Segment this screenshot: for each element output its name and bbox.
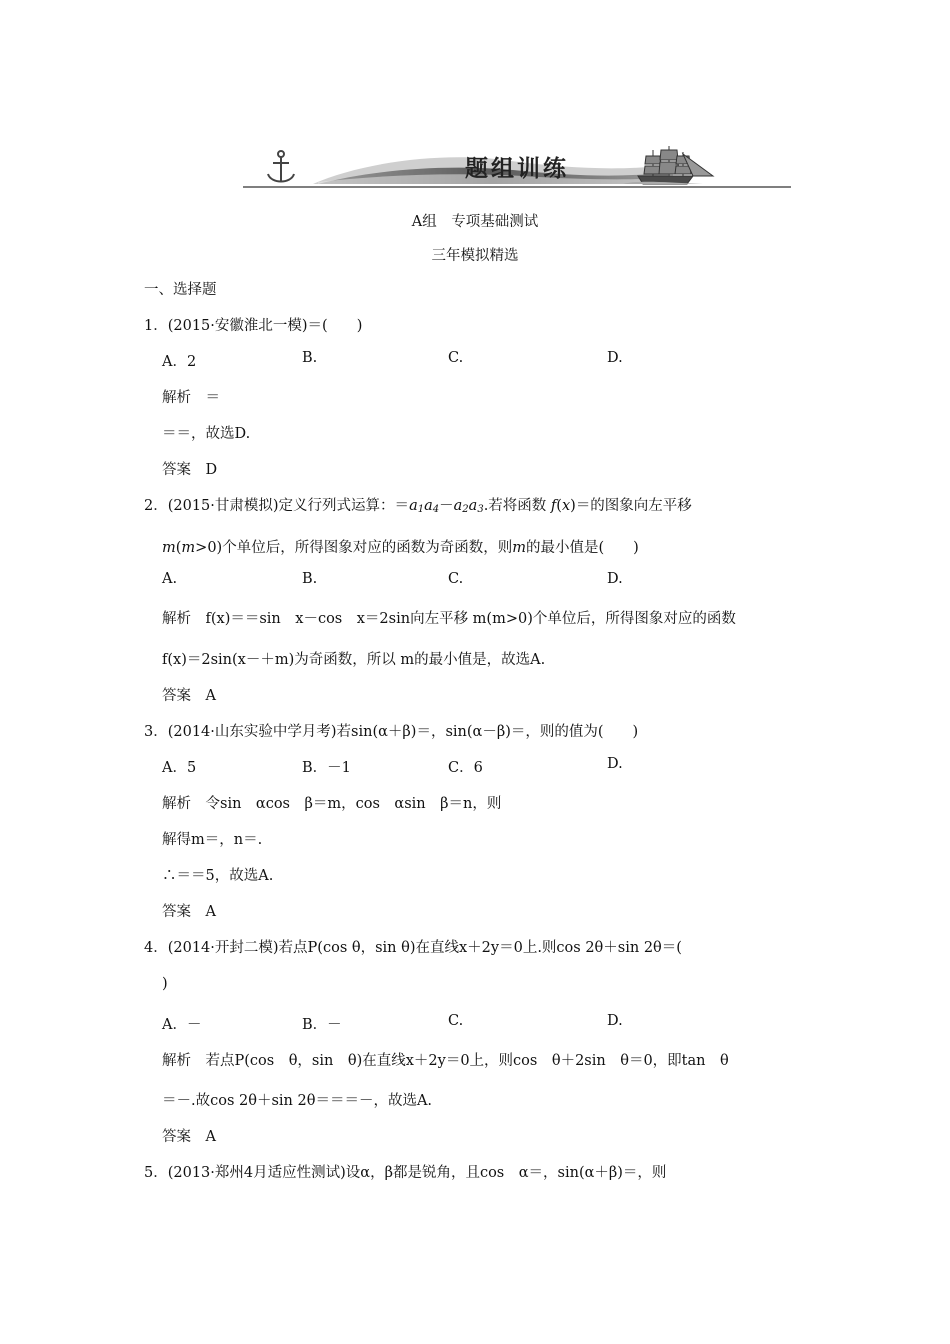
- q4-solution-1: 解析 若点P(cos θ，sin θ)在直线x＋2y＝0上，则cos θ＋2sin θ＝0，即tan θ: [162, 1053, 729, 1069]
- q2-solution-1: 解析 f(x)＝＝sin x－cos x＝2sin向左平移 m(m>0)个单位后，所得图象对应的函数: [162, 611, 736, 627]
- q2-option-b: B.: [302, 571, 318, 587]
- q4-solution-2: ＝－.故cos 2θ＋sin 2θ＝＝＝－，故选A.: [162, 1093, 433, 1109]
- q4-option-c: C.: [448, 1013, 464, 1029]
- group-heading: A组 专项基础测试: [411, 214, 539, 230]
- q3-option-a: A．5: [162, 760, 197, 776]
- q4-stem-2: ): [162, 976, 168, 992]
- q1-option-a: A．2: [162, 354, 197, 370]
- q1-stem: 1．(2015·安徽淮北一模)＝( ): [144, 318, 363, 334]
- q1-option-b: B.: [302, 350, 318, 366]
- q1-answer: 答案 D: [162, 462, 218, 478]
- q4-option-a: A．－: [162, 1017, 202, 1033]
- q3-stem: 3．(2014·山东实验中学月考)若sin(α＋β)＝，sin(α－β)＝，则的值为( ): [144, 724, 639, 740]
- q4-option-d: D.: [607, 1013, 623, 1029]
- q3-answer: 答案 A: [162, 904, 216, 920]
- q3-option-b: B．－1: [302, 760, 351, 776]
- q2-stem-a: 2．(2015·甘肃模拟)定义行列式运算：＝: [144, 498, 410, 514]
- q3-solution-2: 解得m＝，n＝.: [162, 832, 263, 848]
- q2-line2-f: 的最小值是( ): [525, 540, 639, 556]
- q4-stem: 4．(2014·开封二模)若点P(cos θ，sin θ)在直线x＋2y＝0上.则cos 2θ＋sin 2θ＝(: [144, 940, 682, 956]
- q2-solution-2: f(x)＝2sin(x－＋m)为奇函数，所以 m的最小值是，故选A.: [162, 652, 546, 668]
- q2-answer: 答案 A: [162, 688, 216, 704]
- banner-title: 题组训练: [465, 156, 569, 182]
- q2-line2-a: m: [162, 540, 176, 556]
- q2-stem: 2．(2015·甘肃模拟)定义行列式运算：$=a_1a_4-a_2a_3$.若将函数 f(x)＝的图象向左平移: [144, 498, 692, 515]
- q2-stem-c: .若将函数: [483, 498, 547, 514]
- q3-option-c: C．6: [448, 760, 483, 776]
- sub-heading: 三年模拟精选: [431, 248, 519, 264]
- q2-line2-b: (: [175, 540, 182, 556]
- q4-option-b: B．－: [302, 1017, 342, 1033]
- q2-line2-e: m: [512, 540, 526, 556]
- q2-option-c: C.: [448, 571, 464, 587]
- q3-solution-1: 解析 令sin αcos β＝m，cos αsin β＝n，则: [162, 796, 502, 812]
- q5-stem: 5．(2013·郑州4月适应性测试)设α，β都是锐角，且cos α＝，sin(α＋β)＝，则: [144, 1165, 667, 1181]
- q2-stem-line2: [162, 536, 639, 557]
- q2-stem-d: ＝的图象向左平移: [575, 498, 692, 514]
- q2-line2-c: m: [181, 540, 196, 556]
- section-title: 一、选择题: [144, 282, 217, 298]
- q3-option-d: D.: [607, 756, 623, 772]
- q1-option-c: C.: [448, 350, 464, 366]
- q4-answer: 答案 A: [162, 1129, 216, 1145]
- q2-stem-b: －: [439, 498, 454, 514]
- q2-option-d: D.: [607, 571, 623, 587]
- q3-solution-3: ∴＝＝5，故选A.: [162, 868, 274, 884]
- q2-option-a: A.: [162, 571, 178, 587]
- q2-line2-d: >0)个单位后，所得图象对应的函数为奇函数，则: [195, 540, 513, 556]
- section-banner: [243, 142, 791, 192]
- q1-solution-2: ＝＝，故选D.: [162, 426, 251, 442]
- q1-solution-1: 解析 ＝: [162, 390, 220, 406]
- q1-option-d: D.: [607, 350, 623, 366]
